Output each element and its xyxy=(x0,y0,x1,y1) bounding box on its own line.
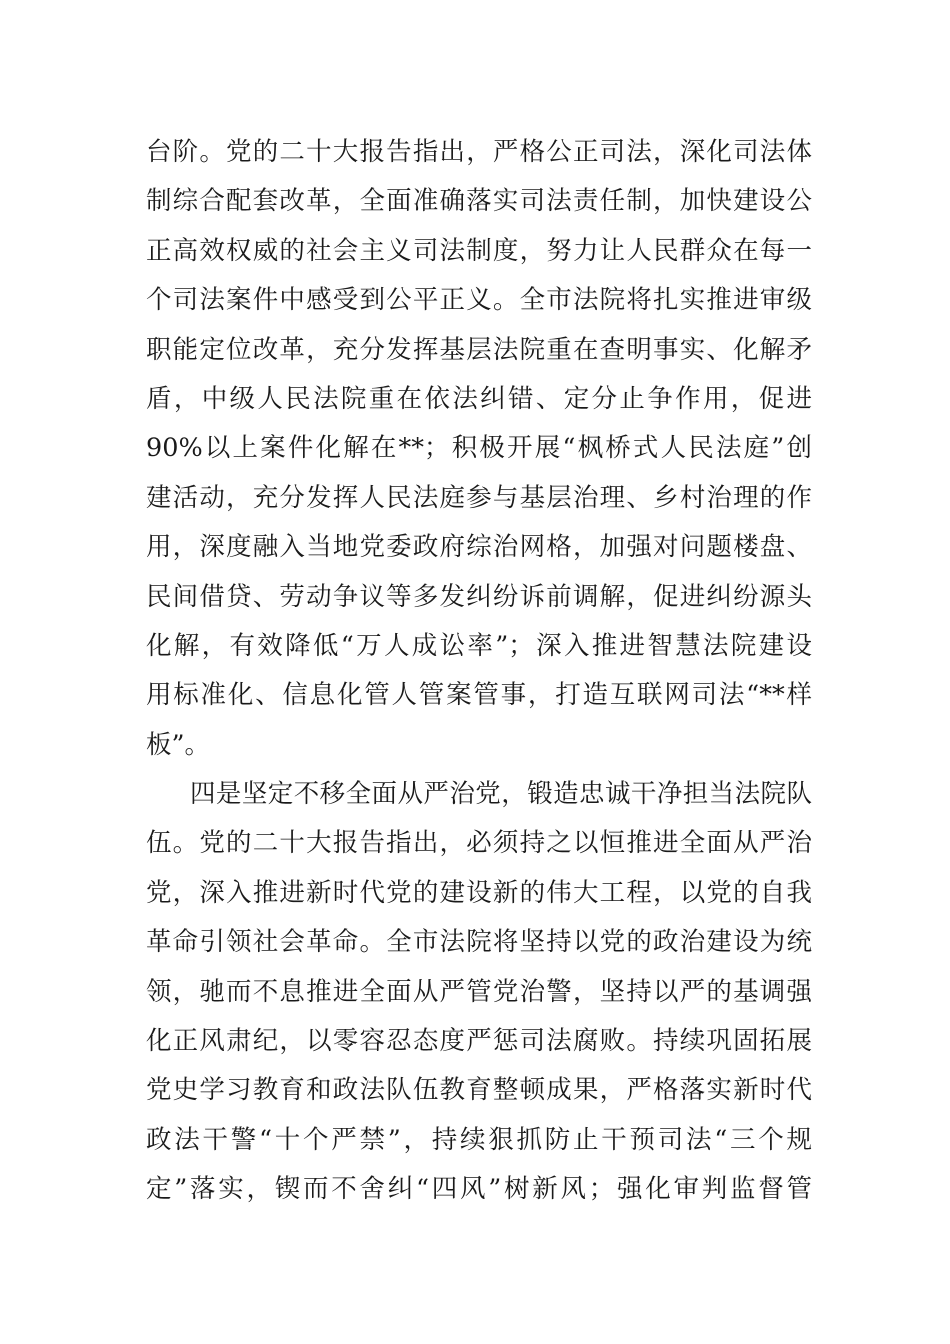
text-line: 党，深入推进新时代党的建设新的伟大工程，以党的自我 xyxy=(146,877,812,908)
text-line: 化正风肃纪，以零容忍态度严惩司法腐败。持续巩固拓展 xyxy=(146,1026,812,1057)
body-text xyxy=(146,128,812,1215)
text-line: 台阶。党的二十大报告指出，严格公正司法，深化司法体 xyxy=(146,137,812,167)
text-line: 定”落实，锲而不舍纠“四风”树新风；强化审判监督管 xyxy=(146,1174,812,1205)
text-line: 领，驰而不息推进全面从严管党治警，坚持以严的基调强 xyxy=(146,976,812,1007)
text-line: 党史学习教育和政法队伍教育整顿成果，严格落实新时代 xyxy=(146,1075,812,1106)
text-line: 用，深度融入当地党委政府综治网格，加强对问题楼盘、 xyxy=(146,532,812,563)
paragraph-1 xyxy=(146,128,812,770)
text-line: 个司法案件中感受到公平正义。全市法院将扎实推进审级 xyxy=(146,285,812,316)
text-line: 民间借贷、劳动争议等多发纠纷诉前调解，促进纠纷源头 xyxy=(146,581,812,612)
text-line: 制综合配套改革，全面准确落实司法责任制，加快建设公 xyxy=(146,186,812,217)
text-line: 化解，有效降低“万人成讼率”；深入推进智慧法院建设 xyxy=(146,630,812,661)
text-line: 正高效权威的社会主义司法制度，努力让人民群众在每一 xyxy=(146,235,812,266)
text-line: 职能定位改革，充分发挥基层法院重在查明事实、化解矛 xyxy=(146,334,812,365)
text-line: 四是坚定不移全面从严治党，锻造忠诚干净担当法院队 xyxy=(190,779,812,810)
paragraph-2 xyxy=(146,770,812,1215)
text-line: 政法干警“十个严禁”，持续狠抓防止干预司法“三个规 xyxy=(146,1124,812,1155)
text-line: 90%以上案件化解在**；积极开展“枫桥式人民法庭”创 xyxy=(146,433,812,464)
text-line: 盾，中级人民法院重在依法纠错、定分止争作用，促进 xyxy=(146,383,812,414)
text-line: 板”。 xyxy=(146,729,211,760)
text-line: 伍。党的二十大报告指出，必须持之以恒推进全面从严治 xyxy=(146,828,812,859)
text-line: 革命引领社会革命。全市法院将坚持以党的政治建设为统 xyxy=(146,927,812,958)
text-line: 用标准化、信息化管人管案管事，打造互联网司法“**样 xyxy=(146,680,812,711)
text-line: 建活动，充分发挥人民法庭参与基层治理、乡村治理的作 xyxy=(146,482,812,513)
